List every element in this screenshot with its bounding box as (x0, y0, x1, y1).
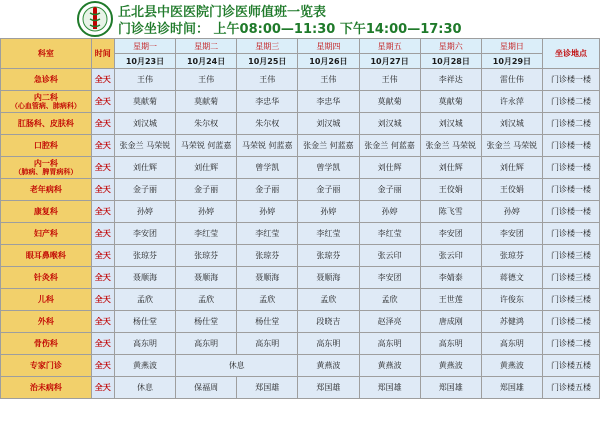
doctor-cell: 刘汉城 (359, 113, 420, 135)
doctor-cell: 高东明 (481, 333, 542, 355)
doctor-cell: 高东明 (359, 333, 420, 355)
doctor-cell: 张金兰 何蓝嘉 (359, 135, 420, 157)
date-header: 10月28日 (420, 54, 481, 69)
dept-cell (1, 157, 92, 179)
doctor-cell: 刘仕辉 (176, 157, 237, 179)
doctor-cell: 休息 (176, 355, 298, 377)
time-cell: 全天 (91, 333, 114, 355)
doctor-cell: 马荣锐 何蓝嘉 (237, 135, 298, 157)
doctor-cell: 王佼娟 (420, 179, 481, 201)
time-cell: 全天 (91, 311, 114, 333)
doctor-cell: 赵泽亮 (359, 311, 420, 333)
page-title: 丘北县中医医院门诊医师值班一览表 (118, 5, 327, 20)
location-cell: 门诊楼二楼 (542, 113, 599, 135)
dept-name: 眼耳鼻喉科 (25, 251, 66, 260)
doctor-cell: 张琼芬 (237, 245, 298, 267)
doctor-cell: 刘汉城 (481, 113, 542, 135)
doctor-cell: 李安团 (359, 267, 420, 289)
time-cell: 全天 (91, 179, 114, 201)
schedule-table (0, 38, 600, 399)
time-header: 时间 (91, 39, 114, 69)
doctor-cell: 郑国雄 (359, 377, 420, 399)
location-cell: 门诊楼三楼 (542, 267, 599, 289)
time-cell: 全天 (91, 377, 114, 399)
doctor-cell: 李安团 (114, 223, 175, 245)
doctor-cell: 孟欣 (114, 289, 175, 311)
doctor-cell: 王伟 (237, 69, 298, 91)
day-header: 星期二 (176, 39, 237, 54)
doctor-cell: 金子丽 (359, 179, 420, 201)
location-cell: 门诊楼二楼 (542, 333, 599, 355)
doctor-cell: 莫献菊 (114, 91, 175, 113)
doctor-cell: 朱尔权 (237, 113, 298, 135)
doctor-cell: 李祥达 (420, 69, 481, 91)
doctor-cell: 苏健鸿 (481, 311, 542, 333)
doctor-cell: 刘汉城 (114, 113, 175, 135)
doctor-cell: 李红莹 (298, 223, 359, 245)
dept-name: 外科 (37, 317, 54, 326)
location-cell: 门诊楼一楼 (542, 157, 599, 179)
dept-cell (1, 113, 92, 135)
doctor-cell: 黄燕波 (114, 355, 175, 377)
doctor-cell: 陈飞雪 (420, 201, 481, 223)
dept-name: 骨伤科 (33, 339, 58, 348)
time-cell: 全天 (91, 135, 114, 157)
location-cell: 门诊楼一楼 (542, 135, 599, 157)
doctor-cell: 黄燕波 (481, 355, 542, 377)
doctor-cell: 蒋德文 (481, 267, 542, 289)
doctor-cell: 王伟 (298, 69, 359, 91)
doctor-cell: 金子丽 (176, 179, 237, 201)
dept-name: 老年病科 (29, 185, 62, 194)
doctor-cell: 李婧泰 (420, 267, 481, 289)
dept-cell (1, 355, 92, 377)
doctor-cell: 张琼芬 (298, 245, 359, 267)
hospital-logo-icon (76, 0, 114, 38)
doctor-cell: 孟欣 (298, 289, 359, 311)
dept-header: 科室 (1, 39, 92, 69)
doctor-cell: 黄燕波 (298, 355, 359, 377)
dept-name: 急诊科 (33, 75, 58, 84)
table-row (1, 355, 600, 377)
header-row-days (1, 39, 600, 54)
date-header: 10月27日 (359, 54, 420, 69)
table-row (1, 91, 600, 113)
doctor-cell: 高东明 (298, 333, 359, 355)
doctor-cell: 雷仕伟 (481, 69, 542, 91)
day-header: 星期四 (298, 39, 359, 54)
doctor-cell: 李红莹 (237, 223, 298, 245)
location-cell: 门诊楼一楼 (542, 201, 599, 223)
dept-cell (1, 135, 92, 157)
location-cell: 门诊楼三楼 (542, 289, 599, 311)
dept-cell (1, 267, 92, 289)
doctor-cell: 孟欣 (359, 289, 420, 311)
doctor-cell: 孟欣 (176, 289, 237, 311)
location-cell: 门诊楼二楼 (542, 311, 599, 333)
doctor-cell: 郑国雄 (298, 377, 359, 399)
doctor-cell: 李红莹 (176, 223, 237, 245)
doctor-cell: 莫献菊 (420, 91, 481, 113)
table-row (1, 157, 600, 179)
doctor-cell: 曾学凯 (298, 157, 359, 179)
doctor-cell: 杨仕堂 (176, 311, 237, 333)
doctor-cell: 孙婷 (114, 201, 175, 223)
table-row (1, 267, 600, 289)
doctor-cell: 王佼娟 (481, 179, 542, 201)
dept-cell (1, 69, 92, 91)
doctor-cell: 刘仕辉 (481, 157, 542, 179)
doctor-cell: 高东明 (237, 333, 298, 355)
time-cell: 全天 (91, 355, 114, 377)
dept-name: 口腔科 (33, 141, 58, 150)
dept-name: 专家门诊 (29, 361, 62, 370)
doctor-cell: 莫献菊 (176, 91, 237, 113)
dept-cell (1, 377, 92, 399)
dept-name: 妇产科 (33, 229, 58, 238)
table-row (1, 311, 600, 333)
doctor-cell: 李安团 (481, 223, 542, 245)
location-cell: 门诊楼五楼 (542, 355, 599, 377)
time-cell: 全天 (91, 267, 114, 289)
location-cell: 门诊楼二楼 (542, 91, 599, 113)
table-row (1, 135, 600, 157)
doctor-cell: 马荣锐 何蓝嘉 (176, 135, 237, 157)
doctor-cell: 杨仕堂 (237, 311, 298, 333)
dept-subtitle: （肺病、脾胃病科） (14, 167, 78, 176)
location-cell: 门诊楼一楼 (542, 223, 599, 245)
doctor-cell: 郑国雄 (481, 377, 542, 399)
table-row (1, 201, 600, 223)
doctor-cell: 高东明 (420, 333, 481, 355)
doctor-cell: 许永萍 (481, 91, 542, 113)
dept-name: 内二科 (33, 92, 58, 102)
doctor-cell: 金子丽 (237, 179, 298, 201)
doctor-cell: 孙婷 (237, 201, 298, 223)
doctor-cell: 朱尔权 (176, 113, 237, 135)
doctor-cell: 莫献菊 (359, 91, 420, 113)
date-header: 10月29日 (481, 54, 542, 69)
doctor-cell: 张琼芬 (481, 245, 542, 267)
time-cell: 全天 (91, 157, 114, 179)
doctor-cell: 高东明 (176, 333, 237, 355)
doctor-cell: 休息 (114, 377, 175, 399)
location-cell: 门诊楼一楼 (542, 179, 599, 201)
doctor-cell: 孙婷 (298, 201, 359, 223)
table-row (1, 289, 600, 311)
time-cell: 全天 (91, 223, 114, 245)
table-row (1, 69, 600, 91)
doctor-cell: 金子丽 (114, 179, 175, 201)
clinic-hours: 门诊坐诊时间： 上午08:00—11:30 下午14:00—17:30 (118, 22, 462, 37)
location-cell: 门诊楼一楼 (542, 69, 599, 91)
dept-cell (1, 201, 92, 223)
day-header: 星期三 (237, 39, 298, 54)
doctor-cell: 刘仕辉 (114, 157, 175, 179)
doctor-cell: 高东明 (114, 333, 175, 355)
day-header: 星期日 (481, 39, 542, 54)
doctor-cell: 张金兰 马荣锐 (481, 135, 542, 157)
dept-cell (1, 289, 92, 311)
table-row (1, 179, 600, 201)
dept-name: 针灸科 (33, 273, 58, 282)
dept-name: 儿科 (37, 295, 54, 304)
doctor-cell: 孙婷 (481, 201, 542, 223)
time-cell: 全天 (91, 69, 114, 91)
time-cell: 全天 (91, 113, 114, 135)
doctor-cell: 刘仕辉 (359, 157, 420, 179)
location-cell: 门诊楼五楼 (542, 377, 599, 399)
time-cell: 全天 (91, 245, 114, 267)
doctor-cell: 唐成刚 (420, 311, 481, 333)
doctor-cell: 孟欣 (237, 289, 298, 311)
dept-cell (1, 179, 92, 201)
doctor-cell: 李忠华 (298, 91, 359, 113)
dept-name: 肛肠科、皮肤科 (17, 119, 74, 128)
doctor-cell: 刘汉城 (420, 113, 481, 135)
table-row (1, 113, 600, 135)
location-header: 坐诊地点 (542, 39, 599, 69)
date-header: 10月24日 (176, 54, 237, 69)
doctor-cell: 王世莲 (420, 289, 481, 311)
dept-cell (1, 245, 92, 267)
doctor-cell: 聂顺海 (114, 267, 175, 289)
doctor-cell: 李忠华 (237, 91, 298, 113)
doctor-cell: 李红莹 (359, 223, 420, 245)
doctor-cell: 张琼芬 (114, 245, 175, 267)
header (0, 0, 600, 38)
dept-cell (1, 333, 92, 355)
location-cell: 门诊楼三楼 (542, 245, 599, 267)
doctor-cell: 孙婷 (359, 201, 420, 223)
doctor-cell: 郑国雄 (420, 377, 481, 399)
dept-name: 治未病科 (29, 383, 62, 392)
doctor-cell: 金子丽 (298, 179, 359, 201)
doctor-cell: 张金兰 马荣锐 (420, 135, 481, 157)
doctor-cell: 李安团 (420, 223, 481, 245)
doctor-cell: 王伟 (114, 69, 175, 91)
date-header: 10月23日 (114, 54, 175, 69)
dept-cell (1, 223, 92, 245)
day-header: 星期五 (359, 39, 420, 54)
doctor-cell: 刘仕辉 (420, 157, 481, 179)
date-header: 10月26日 (298, 54, 359, 69)
doctor-cell: 段晓吉 (298, 311, 359, 333)
doctor-cell: 许俊东 (481, 289, 542, 311)
doctor-cell: 保福周 (176, 377, 237, 399)
doctor-cell: 曾学凯 (237, 157, 298, 179)
table-row (1, 245, 600, 267)
doctor-cell: 张琼芬 (176, 245, 237, 267)
doctor-cell: 黄燕波 (359, 355, 420, 377)
day-header: 星期六 (420, 39, 481, 54)
time-cell: 全天 (91, 289, 114, 311)
dept-name: 康复科 (33, 207, 58, 216)
day-header: 星期一 (114, 39, 175, 54)
dept-subtitle: （心血管病、肺病科） (10, 101, 81, 110)
doctor-cell: 刘汉城 (298, 113, 359, 135)
doctor-cell: 张云印 (359, 245, 420, 267)
doctor-cell: 黄燕波 (420, 355, 481, 377)
doctor-cell: 聂顺海 (237, 267, 298, 289)
table-row (1, 333, 600, 355)
table-row (1, 377, 600, 399)
doctor-cell: 张金兰 何蓝嘉 (298, 135, 359, 157)
doctor-cell: 聂顺海 (176, 267, 237, 289)
doctor-cell: 张金兰 马荣锐 (114, 135, 175, 157)
dept-name: 内一科 (33, 158, 58, 168)
time-cell: 全天 (91, 91, 114, 113)
dept-cell (1, 311, 92, 333)
dept-cell (1, 91, 92, 113)
doctor-cell: 孙婷 (176, 201, 237, 223)
time-cell: 全天 (91, 201, 114, 223)
table-row (1, 223, 600, 245)
doctor-cell: 张云印 (420, 245, 481, 267)
doctor-cell: 聂顺海 (298, 267, 359, 289)
doctor-cell: 王伟 (359, 69, 420, 91)
doctor-cell: 郑国雄 (237, 377, 298, 399)
doctor-cell: 王伟 (176, 69, 237, 91)
doctor-cell: 杨仕堂 (114, 311, 175, 333)
date-header: 10月25日 (237, 54, 298, 69)
